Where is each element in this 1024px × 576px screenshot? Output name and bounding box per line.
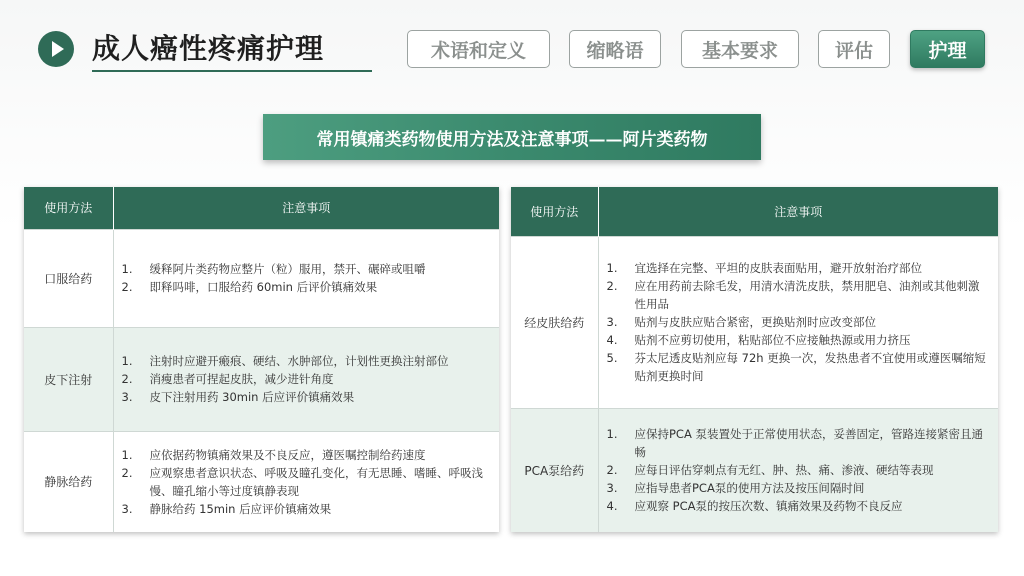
- header-method: 使用方法: [24, 187, 113, 229]
- notes-cell: [113, 431, 499, 532]
- tab-nursing[interactable]: 护理: [910, 30, 985, 68]
- list-item: 1. 应保持PCA 泵装置处于正常使用状态，妥善固定，管路连接紧密且通畅: [606, 427, 983, 460]
- tab-abbreviations[interactable]: 缩略语: [569, 30, 661, 68]
- table-row: [24, 431, 499, 532]
- method-cell: 皮下注射: [24, 327, 113, 431]
- list-item: 3. 应指导患者PCA泵的使用方法及按压间隔时间: [606, 481, 865, 496]
- tab-basic-requirements[interactable]: 基本要求: [681, 30, 799, 68]
- right-table: [511, 187, 998, 532]
- method-cell: 静脉给药: [24, 431, 113, 532]
- notes-cell: [113, 229, 499, 327]
- header-method: 使用方法: [511, 187, 598, 236]
- notes-cell: [598, 236, 998, 408]
- list-item: 4. 应观察 PCA泵的按压次数、镇痛效果及药物不良反应: [606, 499, 903, 514]
- play-icon[interactable]: [38, 31, 74, 67]
- method-cell: 经皮肤给药: [511, 236, 598, 408]
- header-notes: 注意事项: [598, 187, 998, 236]
- list-item: 5. 芬太尼透皮贴剂应每 72h 更换一次，发热患者不宜使用或遵医嘱缩短贴剂更换时间: [606, 351, 986, 383]
- table-row: [511, 236, 998, 408]
- notes-cell: [113, 327, 499, 431]
- table-row: [24, 229, 499, 327]
- list-item: 2. 即释吗啡，口服给药 60min 后评价镇痛效果: [121, 280, 378, 294]
- list-item: 1. 注射时应避开瘢痕、硬结、水肿部位，计划性更换注射部位: [121, 354, 449, 368]
- title-underline: [92, 70, 372, 72]
- section-banner: 常用镇痛类药物使用方法及注意事项——阿片类药物: [263, 114, 761, 160]
- table-row: [24, 327, 499, 431]
- list-item: 2. 应在用药前去除毛发，用清水清洗皮肤，禁用肥皂、油剂或其他刺激性用品: [606, 279, 980, 311]
- method-cell: PCA泵给药: [511, 408, 598, 532]
- page-title: 成人癌性疼痛护理: [92, 32, 325, 65]
- list-item: 2. 应每日评估穿刺点有无红、肿、热、痛、渗液、硬结等表现: [606, 463, 934, 478]
- list-item: 4. 贴剂不应剪切使用，粘贴部位不应接触热源或用力挤压: [606, 333, 911, 347]
- method-cell: 口服给药: [24, 229, 113, 327]
- list-item: 3. 静脉给药 15min 后应评价镇痛效果: [121, 501, 332, 516]
- list-item: 2. 应观察患者意识状态、呼吸及瞳孔变化，有无思睡、嗜睡、呼吸浅慢、瞳孔缩小等过度镇静表现: [121, 465, 483, 498]
- tab-terms[interactable]: 术语和定义: [407, 30, 550, 68]
- list-item: 1. 应依据药物镇痛效果及不良反应，遵医嘱控制给药速度: [121, 447, 426, 462]
- table-row: [511, 408, 998, 532]
- list-item: 1. 宜选择在完整、平坦的皮肤表面贴用，避开放射治疗部位: [606, 261, 922, 275]
- left-table: [24, 187, 499, 532]
- tab-assessment[interactable]: 评估: [818, 30, 890, 68]
- list-item: 3. 皮下注射用药 30min 后应评价镇痛效果: [121, 390, 355, 404]
- notes-cell: [598, 408, 998, 532]
- header-notes: 注意事项: [113, 187, 499, 229]
- list-item: 2. 消瘦患者可捏起皮肤，减少进针角度: [121, 372, 334, 386]
- list-item: 1. 缓释阿片类药物应整片（粒）服用，禁开、碾碎或咀嚼: [121, 262, 426, 276]
- list-item: 3. 贴剂与皮肤应贴合紧密，更换贴剂时应改变部位: [606, 315, 876, 329]
